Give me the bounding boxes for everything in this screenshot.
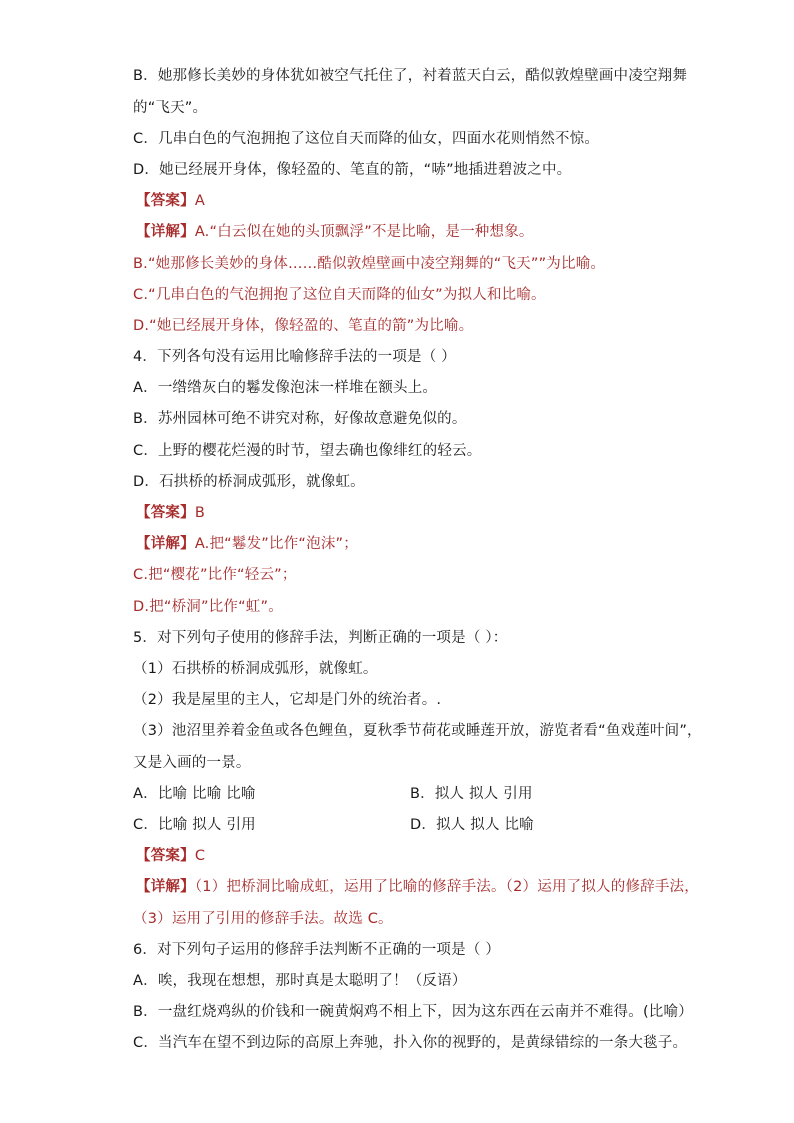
q3-explanation-a (136, 222, 696, 242)
q4-option-b: B．苏州园林可绝不讲究对称，好像故意避免似的。 (133, 411, 467, 427)
explanation-text: A.“白云似在她的头顶飘浮”不是比喻，是一种想象。 (194, 224, 534, 240)
answer-value: C (194, 848, 206, 864)
answer-tag: 【答案】 (136, 505, 195, 521)
q3-option-d: D．她已经展开身体，像轻盈的、笔直的箭，“哧”地插进碧波之中。 (133, 162, 572, 178)
q6-option-b: B．一盘红烧鸡纵的价钱和一碗黄焖鸡不相上下，因为这东西在云南并不难得。(比喻） (133, 1004, 693, 1020)
q5-options-row2 (133, 815, 693, 835)
q4-stem: 4．下列各句没有运用比喻修辞手法的一项是（ ） (133, 349, 456, 365)
q5-option-c: C．比喻 拟人 引用 (133, 817, 256, 833)
q5-item-1: （1）石拱桥的桥洞成弧形，就像虹。 (133, 661, 378, 677)
q5-option-a: A．比喻 比喻 比喻 (133, 786, 256, 802)
q4-explanation-d: D.把“桥洞”比作“虹”。 (133, 599, 283, 615)
q5-item-3-line2: 又是入画的一景。 (133, 755, 251, 771)
q3-option-c: C．几串白色的气泡拥抱了这位自天而降的仙女，四面水花则悄然不惊。 (133, 131, 600, 147)
q4-option-c: C．上野的樱花烂漫的时节，望去确也像绯红的轻云。 (133, 443, 482, 459)
q5-item-2: （2）我是屋里的主人，它却是门外的统治者。. (133, 692, 442, 708)
q3-explanation-c: C.“几串白色的气泡拥抱了这位自天而降的仙女”为拟人和比喻。 (133, 287, 546, 303)
q3-answer (136, 191, 696, 211)
answer-value: A (194, 193, 205, 209)
q3-explanation-d: D.“她已经展开身体，像轻盈的、笔直的箭”为比喻。 (133, 318, 474, 334)
q5-stem: 5．对下列句子使用的修辞手法，判断正确的一项是（ ）： (133, 630, 508, 646)
explanation-tag: 【详解】 (136, 224, 195, 240)
q3-option-b-line2: 的“飞天”。 (133, 100, 208, 116)
q6-option-c: C．当汽车在望不到边际的高原上奔驰，扑入你的视野的，是黄绿错综的一条大毯子。 (133, 1035, 688, 1051)
explanation-text: （1）把桥洞比喻成虹，运用了比喻的修辞手法。（2）运用了拟人的修辞手法， (194, 879, 699, 895)
q3-explanation-b: B.“她那修长美妙的身体……酷似敦煌壁画中凌空翔舞的“飞天””为比喻。 (133, 256, 606, 272)
q4-option-d: D．石拱桥的桥洞成弧形，就像虹。 (133, 474, 365, 490)
q5-item-3-line1: （3）池沼里养着金鱼或各色鲤鱼，夏秋季节荷花或睡莲开放，游览者看“鱼戏莲叶间”， (133, 723, 702, 739)
q5-options-row1 (133, 784, 693, 804)
q4-option-a: A．一绺绺灰白的鬈发像泡沫一样堆在额头上。 (133, 380, 438, 396)
q5-option-d: D．拟人 拟人 比喻 (410, 817, 534, 833)
q5-explanation-line2: （3）运用了引用的修辞手法。故选 C。 (133, 911, 393, 927)
answer-tag: 【答案】 (136, 848, 195, 864)
q4-explanation-a (136, 534, 696, 554)
q6-option-a: A．唉，我现在想想，那时真是太聪明了！（反语） (133, 973, 467, 989)
q4-answer (136, 503, 696, 523)
explanation-tag: 【详解】 (136, 879, 195, 895)
q4-explanation-c: C.把“樱花”比作“轻云”； (133, 567, 297, 583)
explanation-tag: 【详解】 (136, 536, 195, 552)
q5-answer (136, 846, 696, 866)
answer-tag: 【答案】 (136, 193, 195, 209)
q5-option-b: B．拟人 拟人 引用 (410, 786, 533, 802)
explanation-text: A.把“鬈发”比作“泡沫”； (194, 536, 358, 552)
answer-value: B (194, 505, 205, 521)
q3-option-b-line1: B．她那修长美妙的身体犹如被空气托住了，衬着蓝天白云，酷似敦煌壁画中凌空翔舞 (133, 68, 688, 84)
q5-explanation-line1 (136, 877, 699, 897)
q6-stem: 6．对下列句子运用的修辞手法判断不正确的一项是（ ） (133, 942, 501, 958)
